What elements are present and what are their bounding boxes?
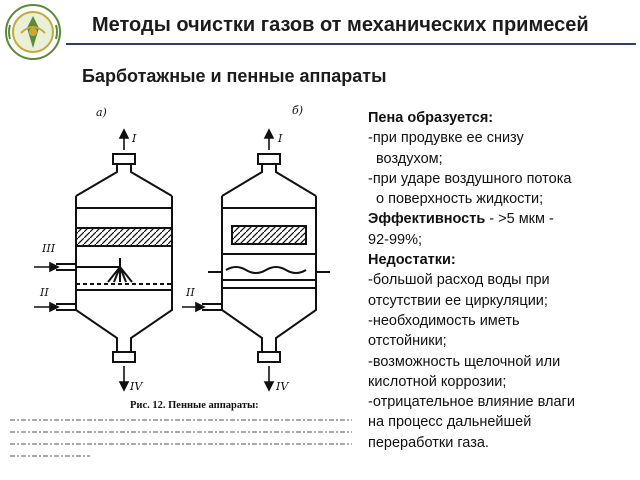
university-emblem-icon (4, 3, 62, 61)
roman-II-b: II (186, 286, 195, 299)
efficiency-label: Эффективность (368, 211, 486, 228)
foam-item-2: -при ударе воздушного потока (368, 170, 572, 187)
roman-III: III (42, 242, 56, 255)
roman-IV-a: IV (130, 380, 143, 393)
disadvantage-1: -большой расход воды при (368, 272, 550, 289)
disadvantage-3-cont: кислотной коррозии; (368, 373, 507, 390)
disadvantage-2-cont: отстойники; (368, 333, 447, 350)
disadvantage-4: -отрицательное влияние влаги (368, 394, 575, 411)
foam-apparatus-figure (0, 100, 372, 476)
efficiency-line (368, 209, 636, 229)
efficiency-value: - >5 мкм - (485, 211, 554, 228)
disadvantage-1-cont: отсутствии ее циркуляции; (368, 292, 548, 309)
disadvantage-4-cont2: переработки газа. (368, 434, 489, 451)
disadvantages-heading: Недостатки: (368, 252, 456, 269)
disadvantage-2: -необходимость иметь (368, 312, 520, 329)
foam-item-2-cont: о поверхность жидкости; (376, 191, 544, 208)
roman-IV-b: IV (276, 380, 289, 393)
roman-II-a: II (40, 286, 49, 299)
figure-caption: Рис. 12. Пенные аппараты: (130, 400, 259, 411)
disadvantage-4-cont: на процесс дальнейшей (368, 414, 532, 431)
foam-heading: Пена образуется: (368, 110, 494, 126)
roman-I-b: I (278, 132, 283, 145)
label-b: б) (292, 104, 304, 117)
apparatus-b (202, 154, 330, 362)
description-text (368, 108, 636, 453)
apparatus-a (56, 154, 172, 362)
foam-item-1: -при продувке ее снизу (368, 130, 524, 147)
label-a: а) (96, 106, 107, 119)
slide-title: Методы очистки газов от механических примесей (92, 14, 589, 36)
slide-subtitle: Барботажные и пенные аппараты (82, 66, 387, 86)
disadvantage-3: -возможность щелочной или (368, 353, 561, 370)
roman-I-a: I (132, 132, 137, 145)
efficiency-value-cont: 92-99%; (368, 231, 423, 248)
foam-item-1-cont: воздухом; (376, 150, 443, 167)
title-divider (66, 43, 636, 45)
